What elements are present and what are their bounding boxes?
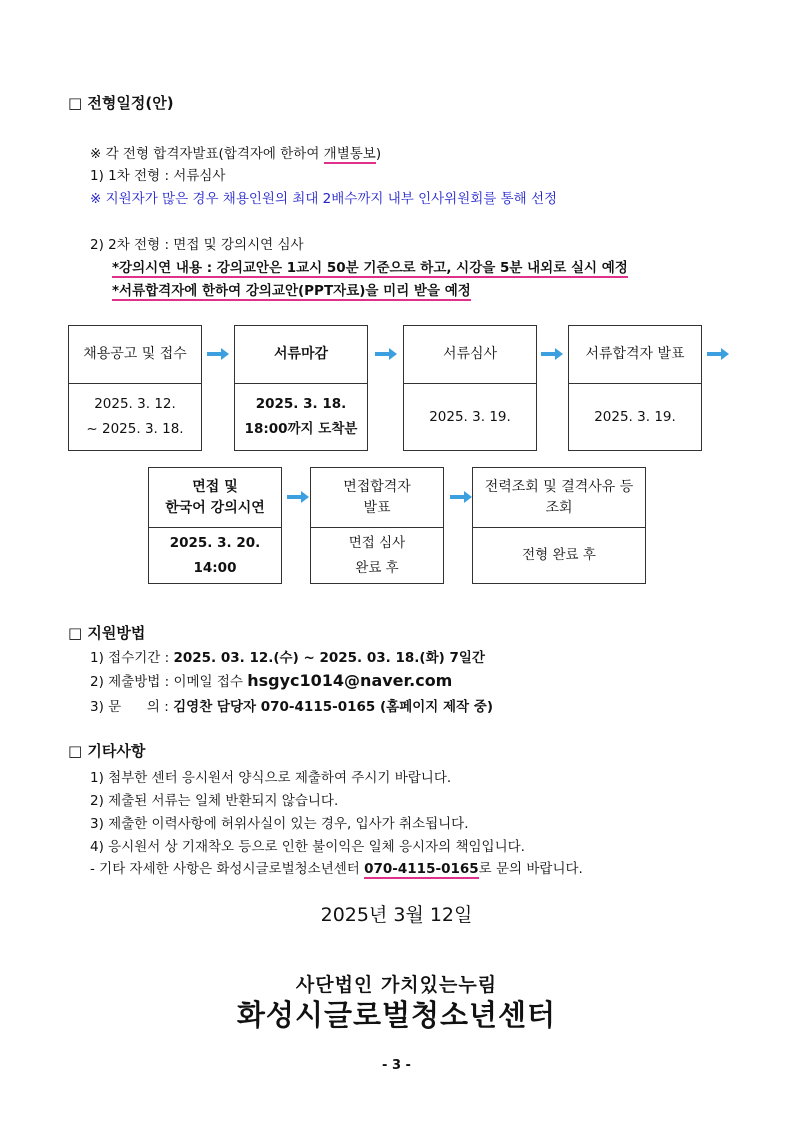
flow-box-label: 채용공고 및 접수 [69, 326, 201, 384]
flow-box-background-check [472, 467, 646, 584]
etc-phone: 070-4115-0165 [364, 861, 479, 877]
flow-box-doc-deadline [234, 325, 368, 451]
schedule-note-prefix: ※ 각 전형 합격자발표(합격자에 한하여 [90, 146, 324, 162]
flow-box-date: 2025. 3. 20. 14:00 [169, 534, 261, 576]
flow-box-date: 전형 완료 후 [522, 547, 596, 563]
arrow-right-icon [287, 491, 309, 503]
org-small-name: 사단법인 가치있는누림 [295, 974, 498, 996]
flow-box-date: 2025. 3. 19. [594, 408, 676, 425]
etc-item: 3) 제출한 이력사항에 허위사실이 있는 경우, 입사가 취소됩니다. [90, 816, 469, 832]
schedule-note-underlined: 개별통보 [323, 146, 376, 162]
flow-box-label: 전력조회 및 결격사유 등 조회 [473, 468, 645, 528]
schedule-title: □ 전형일정(안) [68, 94, 174, 112]
page-number: - 3 - [382, 1058, 411, 1073]
etc-item: 4) 응시원서 상 기재착오 등으로 인한 불이익은 일체 응시자의 책임입니다. [90, 839, 525, 855]
flow-box-label: 서류합격자 발표 [569, 326, 701, 384]
schedule-note-suffix: ) [375, 146, 382, 162]
stage1-text: 1) 1차 전형 : 서류심사 [90, 168, 226, 184]
flow-box-date: 2025. 3. 12. ~ 2025. 3. 18. [86, 396, 184, 437]
apply-title: □ 지원방법 [68, 624, 146, 642]
org-big-name: 화성시글로벌청소년센터 [236, 998, 557, 1032]
arrow-right-icon [207, 348, 229, 360]
flow-box-recruit [68, 325, 202, 451]
flow-box-date: 2025. 3. 19. [429, 408, 511, 425]
stage2-text: 2) 2차 전형 : 면접 및 강의시연 심사 [90, 237, 304, 253]
apply-contact: 3) 문 의 : 김영찬 담당자 070-4115-0165 (홈페이지 제작 중) [90, 699, 494, 715]
etc-item: 2) 제출된 서류는 일체 반환되지 않습니다. [90, 793, 339, 809]
stage2-note2: *서류합격자에 한하여 강의교안(PPT자료)을 미리 받을 예정 [112, 283, 471, 299]
arrow-right-icon [541, 348, 563, 360]
flow-box-label: 면접합격자 발표 [311, 468, 443, 528]
flow-box-label: 서류심사 [404, 326, 536, 384]
etc-title: □ 기타사항 [68, 742, 146, 760]
arrow-right-icon [375, 348, 397, 360]
apply-method: 2) 제출방법 : 이메일 접수 hsgyc1014@naver.com [90, 671, 453, 690]
etc-contact-note: - 기타 자세한 사항은 화성시글로벌청소년센터 070-4115-0165로 문의 바랍니다. [90, 861, 583, 877]
etc-item: 1) 첨부한 센터 응시원서 양식으로 제출하여 주시기 바랍니다. [90, 770, 452, 786]
stage2-note1: *강의시연 내용 : 강의교안은 1교시 50분 기준으로 하고, 시강을 5분 내외로 실시 예정 [112, 260, 628, 276]
arrow-right-icon [450, 491, 472, 503]
flow-box-date: 면접 심사 완료 후 [348, 534, 406, 576]
flow-box-interview [148, 467, 282, 584]
flow-box-date: 2025. 3. 18. 18:00까지 도착분 [244, 396, 358, 437]
flow-box-label: 면접 및 한국어 강의시연 [149, 468, 281, 528]
flow-box-label: 서류마감 [235, 326, 367, 384]
flow-box-doc-review [403, 325, 537, 451]
arrow-right-icon [707, 348, 729, 360]
schedule-note [90, 142, 381, 162]
apply-email: hsgyc1014@naver.com [247, 671, 453, 690]
stage1-note: ※ 지원자가 많은 경우 채용인원의 최대 2배수까지 내부 인사위원회를 통해 선정 [90, 191, 558, 207]
flow-box-interview-result [310, 467, 444, 584]
apply-period: 1) 접수기간 : 2025. 03. 12.(수) ~ 2025. 03. 18.(화) 7일간 [90, 650, 485, 666]
document-date: 2025년 3월 12일 [320, 904, 473, 926]
flow-box-doc-result [568, 325, 702, 451]
